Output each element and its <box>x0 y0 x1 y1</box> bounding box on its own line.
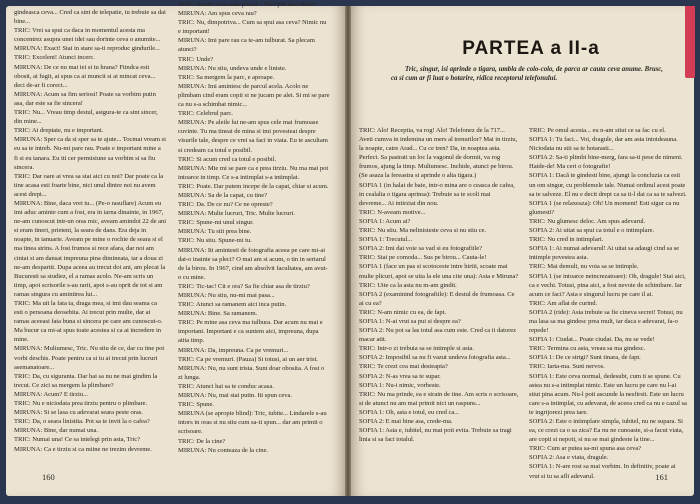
dialogue-line: MIRUNA: Nu conteaza de la cine. <box>178 446 268 454</box>
dialogue-line: TRIC: Te crezi cea mai desteapta? <box>359 363 448 371</box>
dialogue-line: SOFIA 2: Sa-ti plimbi bine-merg, fara sa-ti pese de nimeni. Haide-de! Ma ceri o fotografie! <box>529 154 683 171</box>
dialogue-line: TRIC: Nu... Vreau timp destul, asigura-te ca sint sincer, din mine... <box>14 109 158 126</box>
dialogue-line: TRIC: Nu stiu. Spune-mi tu. <box>178 237 252 245</box>
dialogue-line: MIRUNA: Imi pare rau ca te-am tulburat. Sa plecam atunci? <box>178 37 315 54</box>
dialogue-line: MIRUNA: Nu, nu sunt trista. Sunt doar obosita. A fost o zi lunga. <box>178 364 325 381</box>
dialogue-line: SOFIA 2: E mai bine asa, crede-ma. <box>359 418 453 425</box>
dialogue-line: SOFIA 1: Tu faci... Voi, dragule, dar am asta intotdeauna. Niciodata nu stii sa te hotarasti... <box>529 136 678 153</box>
dialogue-line: TRIC: Si acum cred ca totul e posibil. <box>178 155 277 163</box>
dialogue-line: TRIC: Nu ma prinde, ea e strain de tine. Am scris o scrisoare, si de atunci nu am mai primit nici un raspuns... <box>359 390 519 407</box>
dialogue-line: MIRUNA: Acum sa fim seriosi! Poate sa vorbim putin asa, dar este sa fie sincera! <box>14 90 156 107</box>
dialogue-line: TRIC: Cum ar putea sa-mi spuna asa ceva? <box>529 445 642 453</box>
dialogue-line: MIRUNA: Sa de la capat, cu tine? <box>178 191 268 199</box>
dialogue-line: TRIC: Da. De ce nu? Ce ne opreste? <box>178 201 273 209</box>
left-column-2 <box>178 0 330 455</box>
dialogue-line: TRIC: Celebrul parc. <box>178 110 233 118</box>
dialogue-line: SOFIA 1: Dacă te gindesti bine, ajungi la concluzia ca esti un om singur, cu problemele tale. Numai ordinul acest poate sa te salveze. El nu e decit drept ca sa ti-l dai ca sa te salvezi. <box>529 172 687 198</box>
dialogue-line: MIRUNA: Nu stiu, nu-mi mai pasa... <box>178 292 275 299</box>
dialogue-line: TRIC: Intr-o zi trebuia sa se intimple si asta. <box>359 345 474 353</box>
dialogue-line: TRIC: Sa mergem la parc, e aproape. <box>178 73 275 81</box>
dialogue-line: TRIC: N-aveam motive... <box>359 208 426 216</box>
dialogue-line: MIRUNA: Si se lasa cu adevarat seara peste oras. <box>14 409 143 417</box>
dialogue-line: SOFIA 1: De ce strigi? Sunt tinara, de fapt. <box>529 354 641 362</box>
dialogue-line: TRIC: Unde? <box>178 55 214 63</box>
dialogue-line: TRIC: De la cine? <box>178 437 226 445</box>
dialogue-line: TRIC: Atunci hai sa te conduc acasa. <box>178 382 274 390</box>
dialogue-line: TRIC: Pe omul acesta... eu n-am stiut ce sa fac cu el. <box>529 127 666 134</box>
dialogue-line: MIRUNA: Multumesc, Tric. Nu stiu de ce, dar cu tine pot vorbi deschis. Poate pentru ca si tu ai trecut prin lucruri asemanatoare... <box>14 345 165 371</box>
dialogue-line: SOFIA 2: Imposibil sa nu fi vazut undeva fotografia asta... <box>359 354 511 362</box>
right-column-2 <box>529 126 687 481</box>
dialogue-line: TRIC: Nu e niciodata prea tirziu pentru o plimbare. <box>14 400 148 408</box>
dialogue-line: SOFIA 2: N-as vrea sa te supar. <box>359 372 441 380</box>
dialogue-line: MIRUNA: De ce nu mai iei si tu hrana? Fiindca esti obosit, ai fugit, ai spus ca ai muncit si ai mincat ceva... deci de-ar fi corect... <box>14 63 156 89</box>
dialogue-line: SOFIA 2 (examinind fotografiile): E destul de frumoasa. Ce ai cu ea? <box>359 290 515 307</box>
dialogue-line: TRIC: Atunci vom cade placid... Nu-i pot face nimic! <box>178 1 317 8</box>
dialogue-line: TRIC: Termina cu asta, vreau sa ma gindesc. <box>529 345 646 353</box>
dialogue-line: TRIC: Mai demult, nu voia sa se intimple. <box>529 263 639 271</box>
bookmark-ribbon <box>685 6 695 78</box>
dialogue-line: SOFIA 1: Ai numai adevarul! Ai uitat sa adaugi cind sa se intimple povestea asta. <box>529 245 680 262</box>
dialogue-line: MIRUNA: Nu stiu, undeva unde e liniste. <box>178 64 287 72</box>
dialogue-line: MIRUNA: Bine, daca vrei tu... (Pe-o rasuflare) Acum eu imi aduc aminte cum a fost, era in iarna dinainte, in 1967, ne-am cunoscut intr-un oras mic, aveam amindoi 22 de ani si eram tineri, prieteni, la seara de dans. Era deja in noapte, in ianuarie. Aveam pe mine o rochie de seara si el ma tinea strins. A fost frumos si rece afara, dar noi am cintat si am dansat impreuna pina dimineata, iar a doua zi ne-am despartit. Dupa aceea au trecut doi ani, am plecat la Bucuresti sa studiez, el a ramas acolo. Ne-am scris un timp, apoi scrisorile s-au rarit, apoi s-au oprit de tot si am ramas singura cu amintirea lui... <box>14 199 166 298</box>
dialogue-line: SOFIA 1: Asta e, iubitel, nu mai poti evita. Trebuie sa tragi linia si sa faci totalul. <box>359 427 512 444</box>
dialogue-line: SOFIA 1: Ciudat... Poate ciudat. Da, nu se vede! <box>529 336 655 344</box>
right-page <box>351 6 694 496</box>
dialogue-line: TRIC: Iarta-ma. Sunt nervos. <box>529 363 605 371</box>
page-number-left: 160 <box>42 472 55 482</box>
dialogue-line: MIRUNA: Bine. Sa ramanem. <box>178 310 258 318</box>
dialogue-line: SOFIA 1: Nu-i nimic, vorbeste. <box>359 381 441 389</box>
dialogue-line: TRIC: Am aflat de curind. <box>529 299 598 307</box>
dialogue-line: SOFIA 1: Acum ai? <box>359 217 411 225</box>
dialogue-line: MIRUNA: Sper ca da si sper sa te ajute... Tocmai vream si eu sa te intreb. Nu-mi pare rau. Poate e important mine a fi si eu tanara. Eu iti cer permisiune sa vorbim si sa fiu sincera. <box>14 136 166 171</box>
dialogue-line: SOFIA 1 (se relaxeaza): Oh! Un moment! Esti sigur ca nu glumesti? <box>529 199 680 216</box>
dialogue-line: TRIC: Dar oare ai vrea sa stai aici cu noi? Dar poate ca la tine acasa esti foarte bine, nici unul dintre noi nu avem acest drept... <box>14 172 164 198</box>
dialogue-line: MIRUNA: Da, impreuna. Ca pe vremuri... <box>178 346 289 354</box>
dialogue-line: TRIC: Da, cu siguranta. Dar hai sa nu ne mai gindim la trecut. Ce zici sa mergem la plimbare? <box>14 372 158 389</box>
dialogue-line: MIRUNA: Mie mi se pare ca e prea tirziu. Nu ma mai pot intoarce in timp. Ce s-a intimplat s-a intimplat. <box>178 164 329 181</box>
dialogue-line: SOFIA 2: Imi dai voie sa vad si eu fotografiile? <box>359 245 483 253</box>
dialogue-line: SOFIA 2: Ai uitat sa spui ca totul e o intimplare. <box>529 227 655 235</box>
page-number-right: 161 <box>655 472 668 482</box>
dialogue-line: TRIC: Alo! Receptia, va rog! Alo! Telefonez de la 717... Aveti cumva in indemina un mers al trenurilor? Mai in tirziu, la noapte, catre Arad... Cu ce tren? Da, in noaptea asta. Perfect. Sa pastrati un loc la vagonul de dormit, va rog frumos, ajung la timp. Multumesc. Inchide, atunci pe birou. (Se asaza la fereastra si aprinde o alta tigara.) <box>359 127 518 180</box>
dialogue-line: SOFIA 1: Oh, asta e totul, eu cred ca... <box>359 408 459 416</box>
dialogue-line: TRIC: Stai pe comoda... Sus pe birou... Cauta-le! <box>359 254 487 262</box>
dialogue-line: MIRUNA (se apropie blind): Tric, iubite... Lindarele s-au intors in oras si nu stiu cum sa-ti spun... dar am primit o scrisoare. <box>178 410 327 436</box>
dialogue-line: TRIC: Nu, dimpotriva... Cum sa spui asa ceva? Nimic nu e important! <box>178 19 327 36</box>
dialogue-line: SOFIA 2: Nu pot sa las totul asa cum este. Cred ca ii datorez macar atit. <box>359 327 516 344</box>
dialogue-line: SOFIA 2: Asa e viata, dragule. <box>529 454 609 462</box>
dialogue-line: MIRUNA: Iti amintesti de fotografia aceea pe care mi-ai dat-o inainte sa pleci? O mai am si acum, o tin in sertarul de la birou. In 1967, cind am absolvit facultatea, am avut-o cu mine. <box>178 246 328 281</box>
dialogue-line: SOFIA 2: Este o intimplare simpla, iubitel, nu ne supara. Si ea, ce crezi ca o sa zica? Ea nu ne cunoaste, si-a facut viata, are copii si nepoti, si nu se mai gindeste la tine... <box>529 418 684 444</box>
dialogue-line: TRIC: Da, o seara linistita. Pot sa te invit la o cafea? <box>14 418 150 426</box>
dialogue-line: TRIC: Excelent! Atunci incerc. <box>14 54 95 62</box>
page-title: PARTEA a II-a <box>462 38 600 59</box>
dialogue-line: MIRUNA: Tu stii prea bine. <box>178 228 252 236</box>
dialogue-line: MIRUNA: Imi amintesc de parcul acela. Acolo ne plimbam cind eram copii si ne jucam pe alei. Si mi se pare ca nu s-a schimbat nimic... <box>178 82 330 109</box>
dialogue-line: TRIC: Atunci sa ramanem aici inca putin. <box>178 301 287 309</box>
dialogue-line: TRIC: Pe mine asa ceva ma tulbura. Dar acum nu mai e important. Important e ca suntem aici, impreuna, dupa atita timp. <box>178 319 323 345</box>
dialogue-line: gindeasca ceva... Cred ca sint de telepatie, tu trebuie sa dai bine... <box>14 9 166 26</box>
dialogue-line: SOFIA 1: Trecutul... <box>359 236 413 244</box>
dialogue-line: MIRUNA: Pe aleile lui ne-am spus cele mai frumoase cuvinte. Tu ma tineai de mina si imi povesteai despre visurile tale, despre ce vrei sa faci in viata. Eu te ascultam si credeam ca totul e posibil. <box>178 119 328 154</box>
dialogue-line: SOFIA 1: N-ai vrut sa pui si despre ea? <box>359 317 461 325</box>
dialogue-line: TRIC: Spune. <box>178 401 215 409</box>
right-column-1 <box>359 126 519 444</box>
left-page <box>6 1 345 496</box>
dialogue-line: MIRUNA: Nu, mai stai putin. Iti spun ceva. <box>178 392 293 400</box>
dialogue-line: MIRUNA: Acum? E tirziu... <box>14 390 88 398</box>
dialogue-line: SOFIA 1: N-are rost sa mai vorbim. In definitiv, poate ai vrut si tu sa afli adevarul. <box>529 463 676 480</box>
dialogue-line: TRIC: Ma uit la fata ta, draga mea, si imi dau seama ca esti o persoana deosebita. Ai trecut prin multe, dar ai ramas aceeasi fata buna si sincera pe care am cunoscut-o. Ma bucur ca mi-ai spus toate acestea si ca ai incredere in mine. <box>14 300 163 344</box>
left-column-1 <box>14 8 166 454</box>
dialogue-line: TRIC: Numai una! Ce sa intelegi prin asta, Tric? <box>14 436 140 444</box>
dialogue-line: TRIC: Nu glumesc deloc. Am spus adevarul. <box>529 217 646 225</box>
dialogue-line: TRIC: Ca pe vremuri. (Pauza) Si totusi, ai un aer trist. <box>178 355 318 363</box>
dialogue-line: MIRUNA: Exact! Stai in stare sa-ti reproduc gindurile... <box>14 45 160 53</box>
dialogue-line: SOFIA 1 (se intoarce neincrezatoare): Oh, dragule! Stai aici, ca e vechi. Totusi, pina aici, a fost nevoie de schimbare. Iar acum ce faci? Asta e singurul lucru pe care il ai. <box>529 272 686 298</box>
dialogue-line: TRIC: Ai dreptate, nu e important. <box>14 127 104 135</box>
dialogue-line: MIRUNA: Bine, dar numai una. <box>14 427 98 435</box>
dialogue-line: SOFIA 1 (in halat de baie, intr-o mina are o ceasca de cafea, in cealalta o tigara aprinsa): Trebuie sa te scoli mai devreme... Ai intirziat din nou. <box>359 181 515 207</box>
stage-direction: Tric, singur, isi aprinde o tigara, umbla de colo-colo, de parca ar cauta ceva anume. Brusc, ca si cum ar fi luat o hotarire, ridica receptorul telefonului. <box>391 66 663 82</box>
dialogue-line: TRIC: N-am nimic cu ea, de fapt. <box>359 308 447 316</box>
dialogue-line: MIRUNA: Ca e tirziu si ca miine ne trezim devreme. <box>14 445 152 453</box>
dialogue-line: TRIC: Nu cred in intimplari. <box>529 236 604 244</box>
dialogue-line: TRIC: Spune-mi unul singur. <box>178 219 254 227</box>
dialogue-line: TRIC: Tic-tac! Cit e ora? Sa fie chiar asa de tirziu? <box>178 282 310 290</box>
dialogue-line: TRIC: Poate. Dar putem incepe de la capat, chiar si acum. <box>178 182 329 190</box>
dialogue-line: TRIC: Vrei sa spui ca daca in momentul acesta ma concentrez asupra unei idei sau dorinte ceva o anumite... <box>14 27 161 44</box>
dialogue-line: SOFIA 2 (ride): Asta trebuie sa fie cineva secret! Totusi, nu ma lasa sa ma gindesc prea mult, iar daca e adevarat, fa-o repede! <box>529 308 683 335</box>
dialogue-line: TRIC: Uite ca la asta nu m-am gindit. <box>359 281 457 289</box>
dialogue-line: MIRUNA: Multe lucruri, Tric. Multe lucruri. <box>178 210 295 218</box>
dialogue-line: SOFIA 1 (face un pas si scotoceste intre hirtii, scoate mai multe plicuri, apoi se uita la ele una cite una): Asta e Miruna? <box>359 263 519 280</box>
dialogue-line: TRIC: Nu stiu. Ma nelinisteste ceva si nu stiu ce. <box>359 227 486 235</box>
dialogue-line: MIRUNA: Am spus ceva rau? <box>178 10 257 18</box>
dialogue-line: SOFIA 1: Este ceva normal, dedesubt, cum ti se spune. Cu astea nu s-a intimplat nimic. Este un lucru pe care nu l-ai stiut pina acum. Nu-l poti ascunde la nesfirsit. Este un lucru care s-a intimplat, cu adevarat, de aceea cred ca nu e cazul sa te ingrijorezi prea tare. <box>529 372 687 416</box>
